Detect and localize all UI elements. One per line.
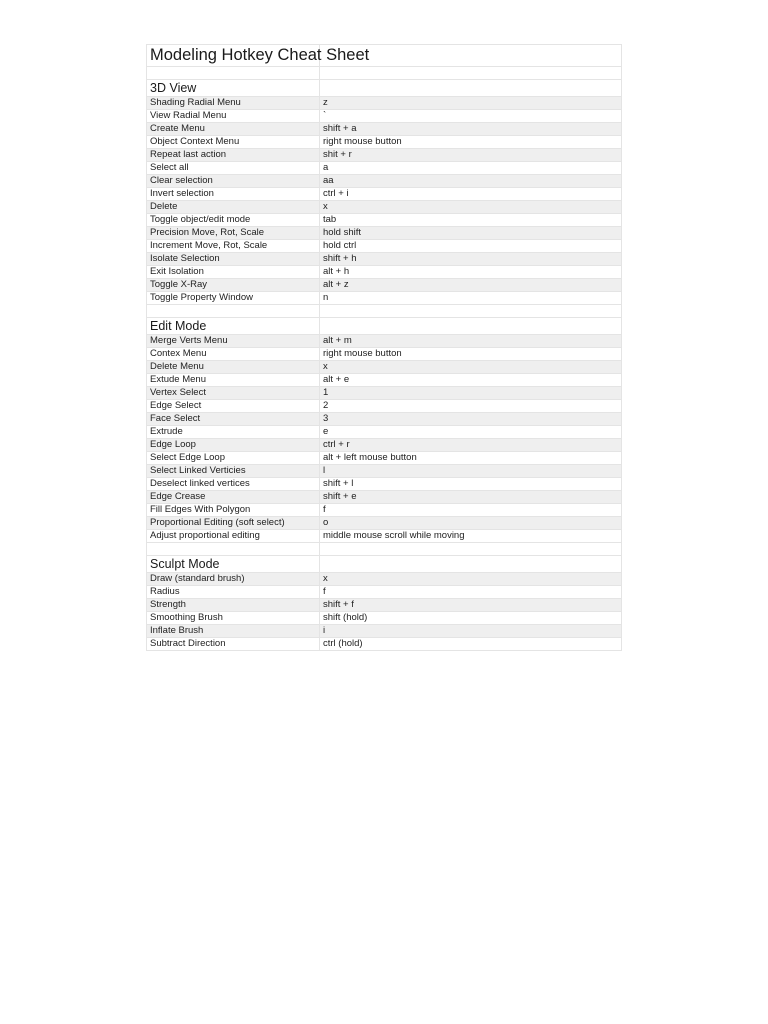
action-cell: Edge Loop [147, 439, 320, 452]
hotkey-cell: z [320, 97, 622, 110]
action-cell: Select Linked Verticies [147, 465, 320, 478]
hotkey-cell: 2 [320, 400, 622, 413]
table-row [147, 530, 622, 543]
hotkey-cell: n [320, 292, 622, 305]
action-cell: Create Menu [147, 123, 320, 136]
table-row [147, 201, 622, 214]
action-cell: Face Select [147, 413, 320, 426]
hotkey-cell: alt + m [320, 335, 622, 348]
section-empty-cell [320, 80, 622, 97]
section-heading: Edit Mode [147, 318, 320, 335]
table-row [147, 123, 622, 136]
table-row [147, 266, 622, 279]
hotkey-cell: f [320, 586, 622, 599]
action-cell: Inflate Brush [147, 625, 320, 638]
hotkey-cell: i [320, 625, 622, 638]
action-cell: Adjust proportional editing [147, 530, 320, 543]
action-cell: Toggle Property Window [147, 292, 320, 305]
section-empty-cell [320, 318, 622, 335]
table-row [147, 361, 622, 374]
table-row [147, 504, 622, 517]
table-row [147, 188, 622, 201]
action-cell: Strength [147, 599, 320, 612]
section-empty-cell [320, 556, 622, 573]
action-cell: Contex Menu [147, 348, 320, 361]
action-cell: Isolate Selection [147, 253, 320, 266]
hotkey-cell: e [320, 426, 622, 439]
spacer-cell [320, 305, 622, 318]
table-row [147, 279, 622, 292]
hotkey-cell: 3 [320, 413, 622, 426]
action-cell: Fill Edges With Polygon [147, 504, 320, 517]
spacer-row [147, 543, 622, 556]
table-row [147, 452, 622, 465]
table-row [147, 348, 622, 361]
hotkey-cell: x [320, 201, 622, 214]
table-row [147, 465, 622, 478]
action-cell: Toggle object/edit mode [147, 214, 320, 227]
table-row [147, 426, 622, 439]
action-cell: Subtract Direction [147, 638, 320, 651]
hotkey-cell: alt + h [320, 266, 622, 279]
action-cell: View Radial Menu [147, 110, 320, 123]
table-row [147, 214, 622, 227]
table-row [147, 240, 622, 253]
hotkey-cell: o [320, 517, 622, 530]
hotkey-cell: shit + r [320, 149, 622, 162]
action-cell: Toggle X-Ray [147, 279, 320, 292]
table-row [147, 625, 622, 638]
hotkey-cell: shift + l [320, 478, 622, 491]
action-cell: Deselect linked vertices [147, 478, 320, 491]
table-row [147, 175, 622, 188]
hotkey-cell: tab [320, 214, 622, 227]
hotkey-cell: hold shift [320, 227, 622, 240]
hotkey-cell: alt + e [320, 374, 622, 387]
action-cell: Select Edge Loop [147, 452, 320, 465]
hotkey-cell: right mouse button [320, 348, 622, 361]
action-cell: Precision Move, Rot, Scale [147, 227, 320, 240]
action-cell: Select all [147, 162, 320, 175]
hotkey-cell: ctrl + i [320, 188, 622, 201]
spacer-row [147, 67, 622, 80]
table-row [147, 439, 622, 452]
action-cell: Exit Isolation [147, 266, 320, 279]
title-row [147, 45, 622, 67]
table-row [147, 335, 622, 348]
action-cell: Edge Crease [147, 491, 320, 504]
sheet-body [147, 45, 622, 651]
table-row [147, 162, 622, 175]
section-header-row [147, 556, 622, 573]
hotkey-cell: x [320, 361, 622, 374]
action-cell: Draw (standard brush) [147, 573, 320, 586]
hotkey-cell: shift + a [320, 123, 622, 136]
action-cell: Clear selection [147, 175, 320, 188]
hotkey-cell: middle mouse scroll while moving [320, 530, 622, 543]
action-cell: Extrude [147, 426, 320, 439]
hotkey-cell: ctrl (hold) [320, 638, 622, 651]
action-cell: Extude Menu [147, 374, 320, 387]
action-cell: Proportional Editing (soft select) [147, 517, 320, 530]
spacer-row [147, 305, 622, 318]
table-row [147, 136, 622, 149]
section-header-row [147, 80, 622, 97]
hotkey-cell: shift + h [320, 253, 622, 266]
hotkey-cell: ctrl + r [320, 439, 622, 452]
hotkey-cell: aa [320, 175, 622, 188]
action-cell: Repeat last action [147, 149, 320, 162]
action-cell: Merge Verts Menu [147, 335, 320, 348]
hotkey-cell: hold ctrl [320, 240, 622, 253]
spacer-cell [320, 543, 622, 556]
table-row [147, 387, 622, 400]
hotkey-cell: ` [320, 110, 622, 123]
action-cell: Invert selection [147, 188, 320, 201]
table-row [147, 491, 622, 504]
hotkey-cell: alt + z [320, 279, 622, 292]
table-row [147, 227, 622, 240]
table-row [147, 292, 622, 305]
spacer-cell [147, 305, 320, 318]
table-row [147, 586, 622, 599]
spacer-cell [320, 67, 622, 80]
hotkey-cell: 1 [320, 387, 622, 400]
hotkey-cheat-sheet-table [146, 44, 622, 651]
hotkey-cell: shift + f [320, 599, 622, 612]
table-row [147, 517, 622, 530]
table-row [147, 400, 622, 413]
action-cell: Smoothing Brush [147, 612, 320, 625]
hotkey-cell: shift (hold) [320, 612, 622, 625]
hotkey-cell: f [320, 504, 622, 517]
table-row [147, 478, 622, 491]
action-cell: Object Context Menu [147, 136, 320, 149]
spacer-cell [147, 67, 320, 80]
table-row [147, 97, 622, 110]
action-cell: Shading Radial Menu [147, 97, 320, 110]
hotkey-cell: alt + left mouse button [320, 452, 622, 465]
hotkey-cell: l [320, 465, 622, 478]
table-row [147, 599, 622, 612]
table-row [147, 149, 622, 162]
hotkey-cell: x [320, 573, 622, 586]
table-row [147, 253, 622, 266]
action-cell: Delete Menu [147, 361, 320, 374]
action-cell: Edge Select [147, 400, 320, 413]
hotkey-cell: a [320, 162, 622, 175]
table-row [147, 374, 622, 387]
action-cell: Increment Move, Rot, Scale [147, 240, 320, 253]
hotkey-cell: shift + e [320, 491, 622, 504]
spacer-cell [147, 543, 320, 556]
table-row [147, 612, 622, 625]
section-heading: 3D View [147, 80, 320, 97]
table-row [147, 110, 622, 123]
action-cell: Radius [147, 586, 320, 599]
action-cell: Vertex Select [147, 387, 320, 400]
table-row [147, 573, 622, 586]
section-header-row [147, 318, 622, 335]
page-title: Modeling Hotkey Cheat Sheet [147, 45, 320, 67]
section-heading: Sculpt Mode [147, 556, 320, 573]
table-row [147, 413, 622, 426]
hotkey-cell: right mouse button [320, 136, 622, 149]
table-row [147, 638, 622, 651]
action-cell: Delete [147, 201, 320, 214]
